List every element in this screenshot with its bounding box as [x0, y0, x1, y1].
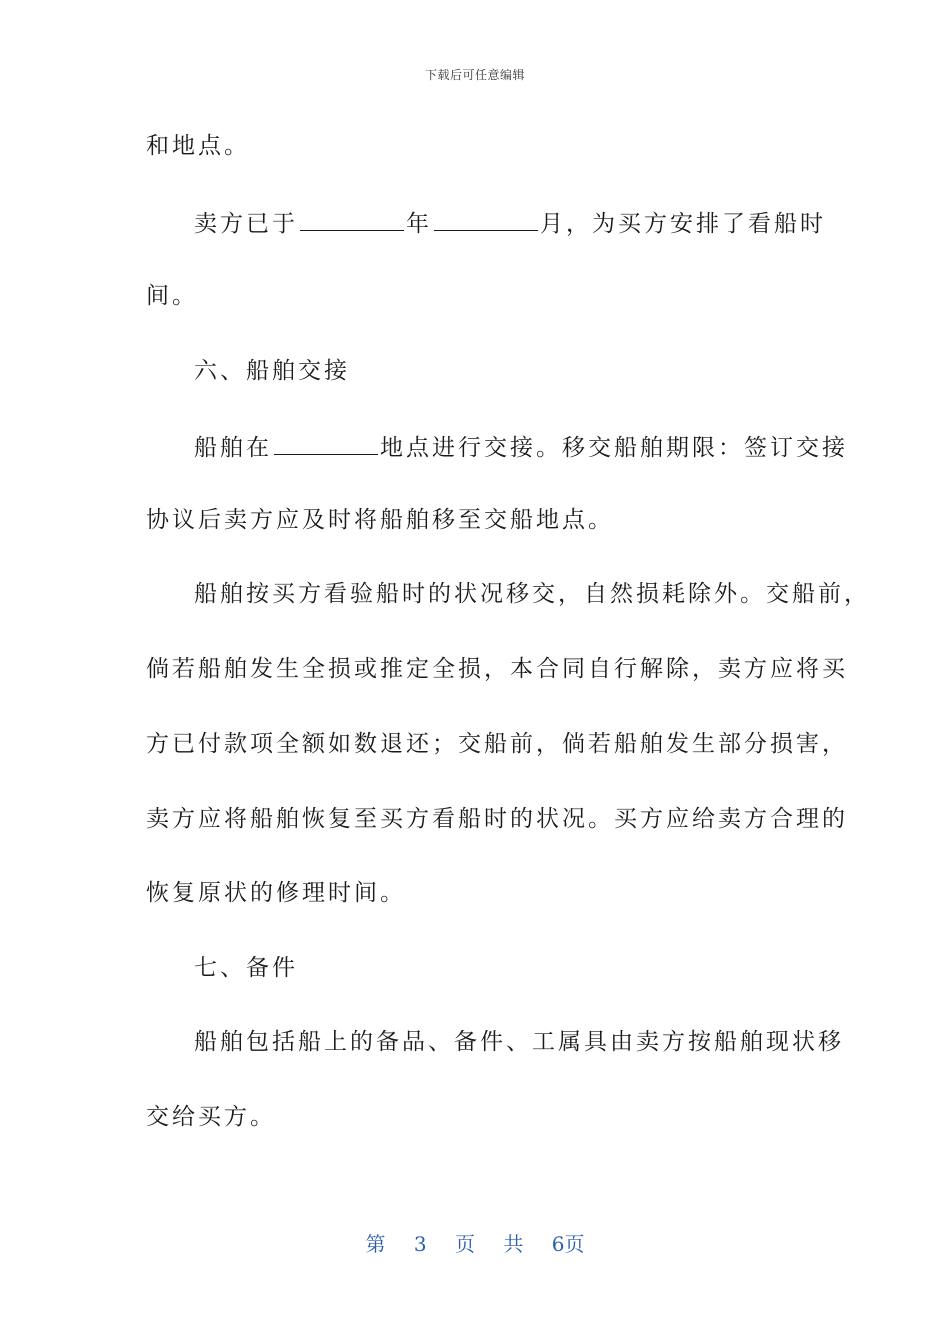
- paragraph-line: 间。: [146, 283, 198, 309]
- fill-in-blank-year[interactable]: [300, 210, 404, 231]
- paragraph-line: 倘若船舶发生全损或推定全损，本合同自行解除，卖方应将买: [146, 656, 848, 682]
- current-page-number: 3: [413, 1232, 427, 1256]
- paragraph-line: [194, 210, 874, 236]
- section-heading: 六、船舶交接: [194, 358, 350, 384]
- paragraph-line: 交给买方。: [146, 1104, 276, 1130]
- text-segment: 卖方已于: [194, 211, 298, 237]
- text-segment: 月，为买方安排了看船时: [540, 211, 826, 237]
- paragraph-line: 船舶按买方看验船时的状况移交，自然损耗除外。交船前，: [194, 581, 870, 607]
- fill-in-blank-location[interactable]: [274, 434, 378, 455]
- footer-di: 第: [365, 1232, 386, 1256]
- paragraph-line: 协议后卖方应及时将船舶移至交船地点。: [146, 507, 614, 533]
- paragraph-line: 卖方应将船舶恢复至买方看船时的状况。买方应给卖方合理的: [146, 806, 848, 832]
- footer-gong: 共: [503, 1232, 524, 1256]
- text-segment: 年: [406, 211, 432, 237]
- paragraph-line: 船舶包括船上的备品、备件、工属具由卖方按船舶现状移: [194, 1029, 844, 1055]
- text-segment: 地点进行交接。移交船舶期限：签订交接: [380, 435, 848, 461]
- paragraph-line: 方已付款项全额如数退还；交船前，倘若船舶发生部分损害，: [146, 731, 848, 757]
- paragraph-line: 恢复原状的修理时间。: [146, 880, 406, 906]
- section-heading: 七、备件: [194, 955, 298, 981]
- text-segment: 船舶在: [194, 435, 272, 461]
- page-header-note: 下载后可任意编辑: [424, 68, 525, 82]
- page-footer: [0, 1228, 950, 1257]
- fill-in-blank-month[interactable]: [434, 210, 538, 231]
- paragraph-line: 和地点。: [146, 133, 250, 159]
- total-pages: 6页: [551, 1232, 585, 1256]
- paragraph-line: [194, 434, 874, 460]
- footer-ye: 页: [455, 1232, 475, 1256]
